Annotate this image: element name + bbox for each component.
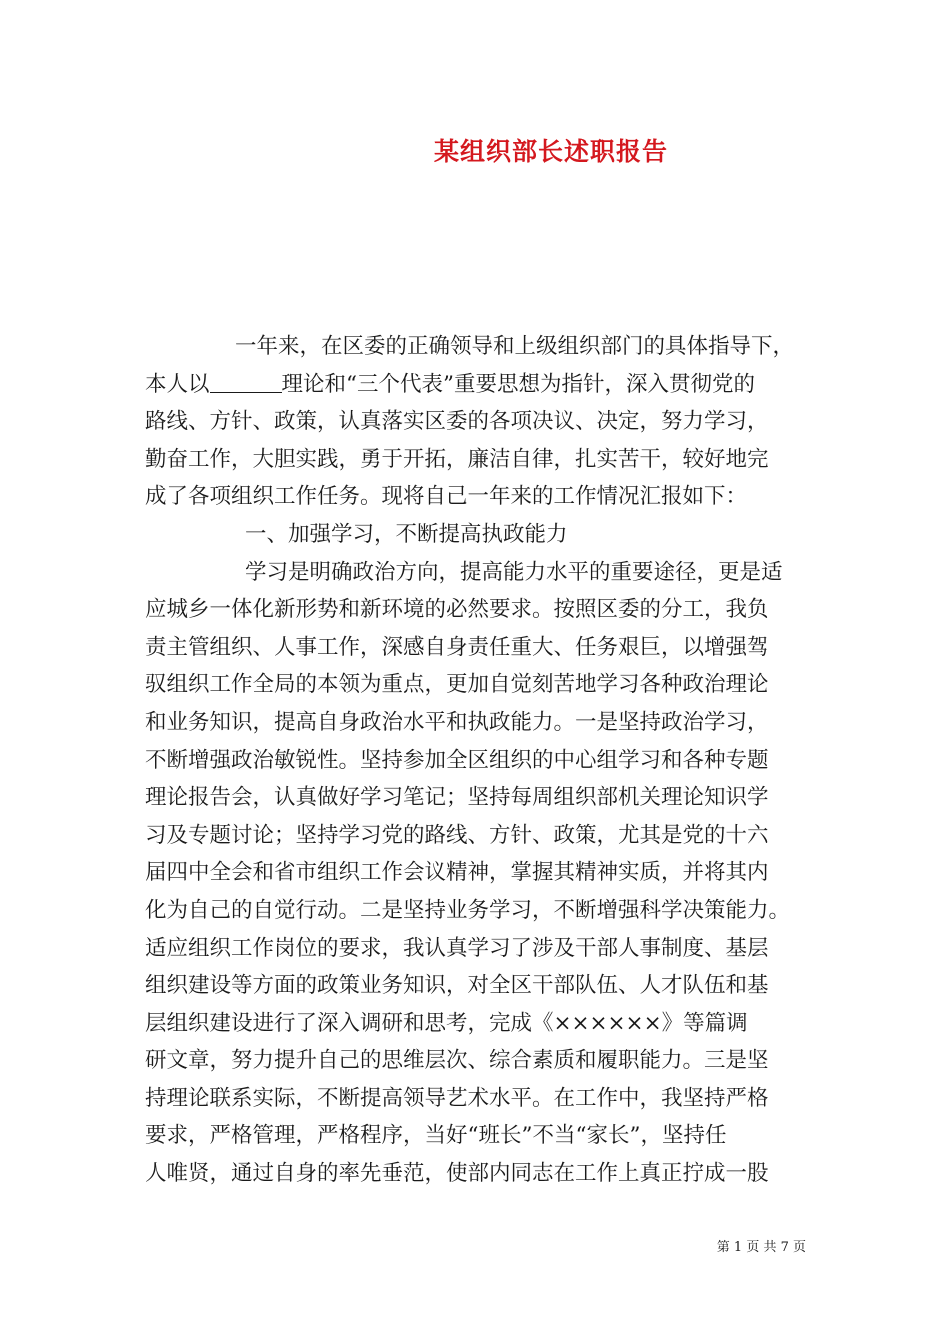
page-number-footer: 第 1 页 共 7 页: [716, 1240, 806, 1255]
paragraph-line: 学习是明确政治方向，提高能力水平的重要途径，更是适: [245, 559, 783, 585]
line-text: 本人以: [145, 371, 210, 397]
paragraph-line: 路线、方针、政策，认真落实区委的各项决议、决定，努力学习，: [145, 409, 769, 435]
paragraph-line: 应城乡一体化新形势和新环境的必然要求。按照区委的分工，我负: [145, 597, 769, 623]
paragraph-line: 人唯贤，通过自身的率先垂范，使部内同志在工作上真正拧成一股: [145, 1161, 769, 1187]
paragraph-line: 习及专题讨论；坚持学习党的路线、方针、政策，尤其是党的十六: [145, 822, 769, 848]
document-title: 某组织部长述职报告: [433, 137, 668, 166]
paragraph-line: 不断增强政治敏锐性。坚持参加全区组织的中心组学习和各种专题: [145, 747, 769, 773]
paragraph-line: 驭组织工作全局的本领为重点，更加自觉刻苦地学习各种政治理论: [145, 672, 769, 698]
line-text: 理论和“三个代表”重要思想为指针，深入贯彻党的: [281, 371, 756, 397]
paragraph-line: 持理论联系实际，不断提高领导艺术水平。在工作中，我坚持严格: [145, 1085, 769, 1111]
blank-fill-line: [210, 372, 282, 393]
paragraph-line: 层组织建设进行了深入调研和思考，完成《××××××》等篇调: [145, 1010, 748, 1036]
paragraph-line: 一年来，在区委的正确领导和上级组织部门的具体指导下，: [235, 334, 795, 359]
paragraph-line: 要求，严格管理，严格程序，当好“班长”不当“家长”，坚持任: [145, 1123, 727, 1149]
paragraph-line: 化为自己的自觉行动。二是坚持业务学习，不断增强科学决策能力。: [145, 897, 791, 923]
paragraph-line: 勤奋工作，大胆实践，勇于开拓，廉洁自律，扎实苦干，较好地完: [145, 446, 769, 472]
paragraph-line: 责主管组织、人事工作，深感自身责任重大、任务艰巨，以增强驾: [145, 634, 769, 660]
paragraph-line: 和业务知识，提高自身政治水平和执政能力。一是坚持政治学习，: [145, 709, 769, 735]
document-body: [145, 328, 835, 1193]
paragraph-line: 组织建设等方面的政策业务知识，对全区干部队伍、人才队伍和基: [145, 973, 769, 999]
paragraph-line: 理论报告会，认真做好学习笔记；坚持每周组织部机关理论知识学: [145, 785, 769, 811]
paragraph-line: 届四中全会和省市组织工作会议精神，掌握其精神实质，并将其内: [145, 860, 769, 886]
paragraph-line: 适应组织工作岗位的要求，我认真学习了涉及干部人事制度、基层: [145, 935, 769, 961]
paragraph-line: 成了各项组织工作任务。现将自己一年来的工作情况汇报如下：: [145, 484, 748, 510]
paragraph-line: 研文章，努力提升自己的思维层次、综合素质和履职能力。三是坚: [145, 1048, 769, 1074]
section-heading: 一、加强学习，不断提高执政能力: [245, 521, 568, 547]
paragraph-line: [145, 366, 835, 404]
